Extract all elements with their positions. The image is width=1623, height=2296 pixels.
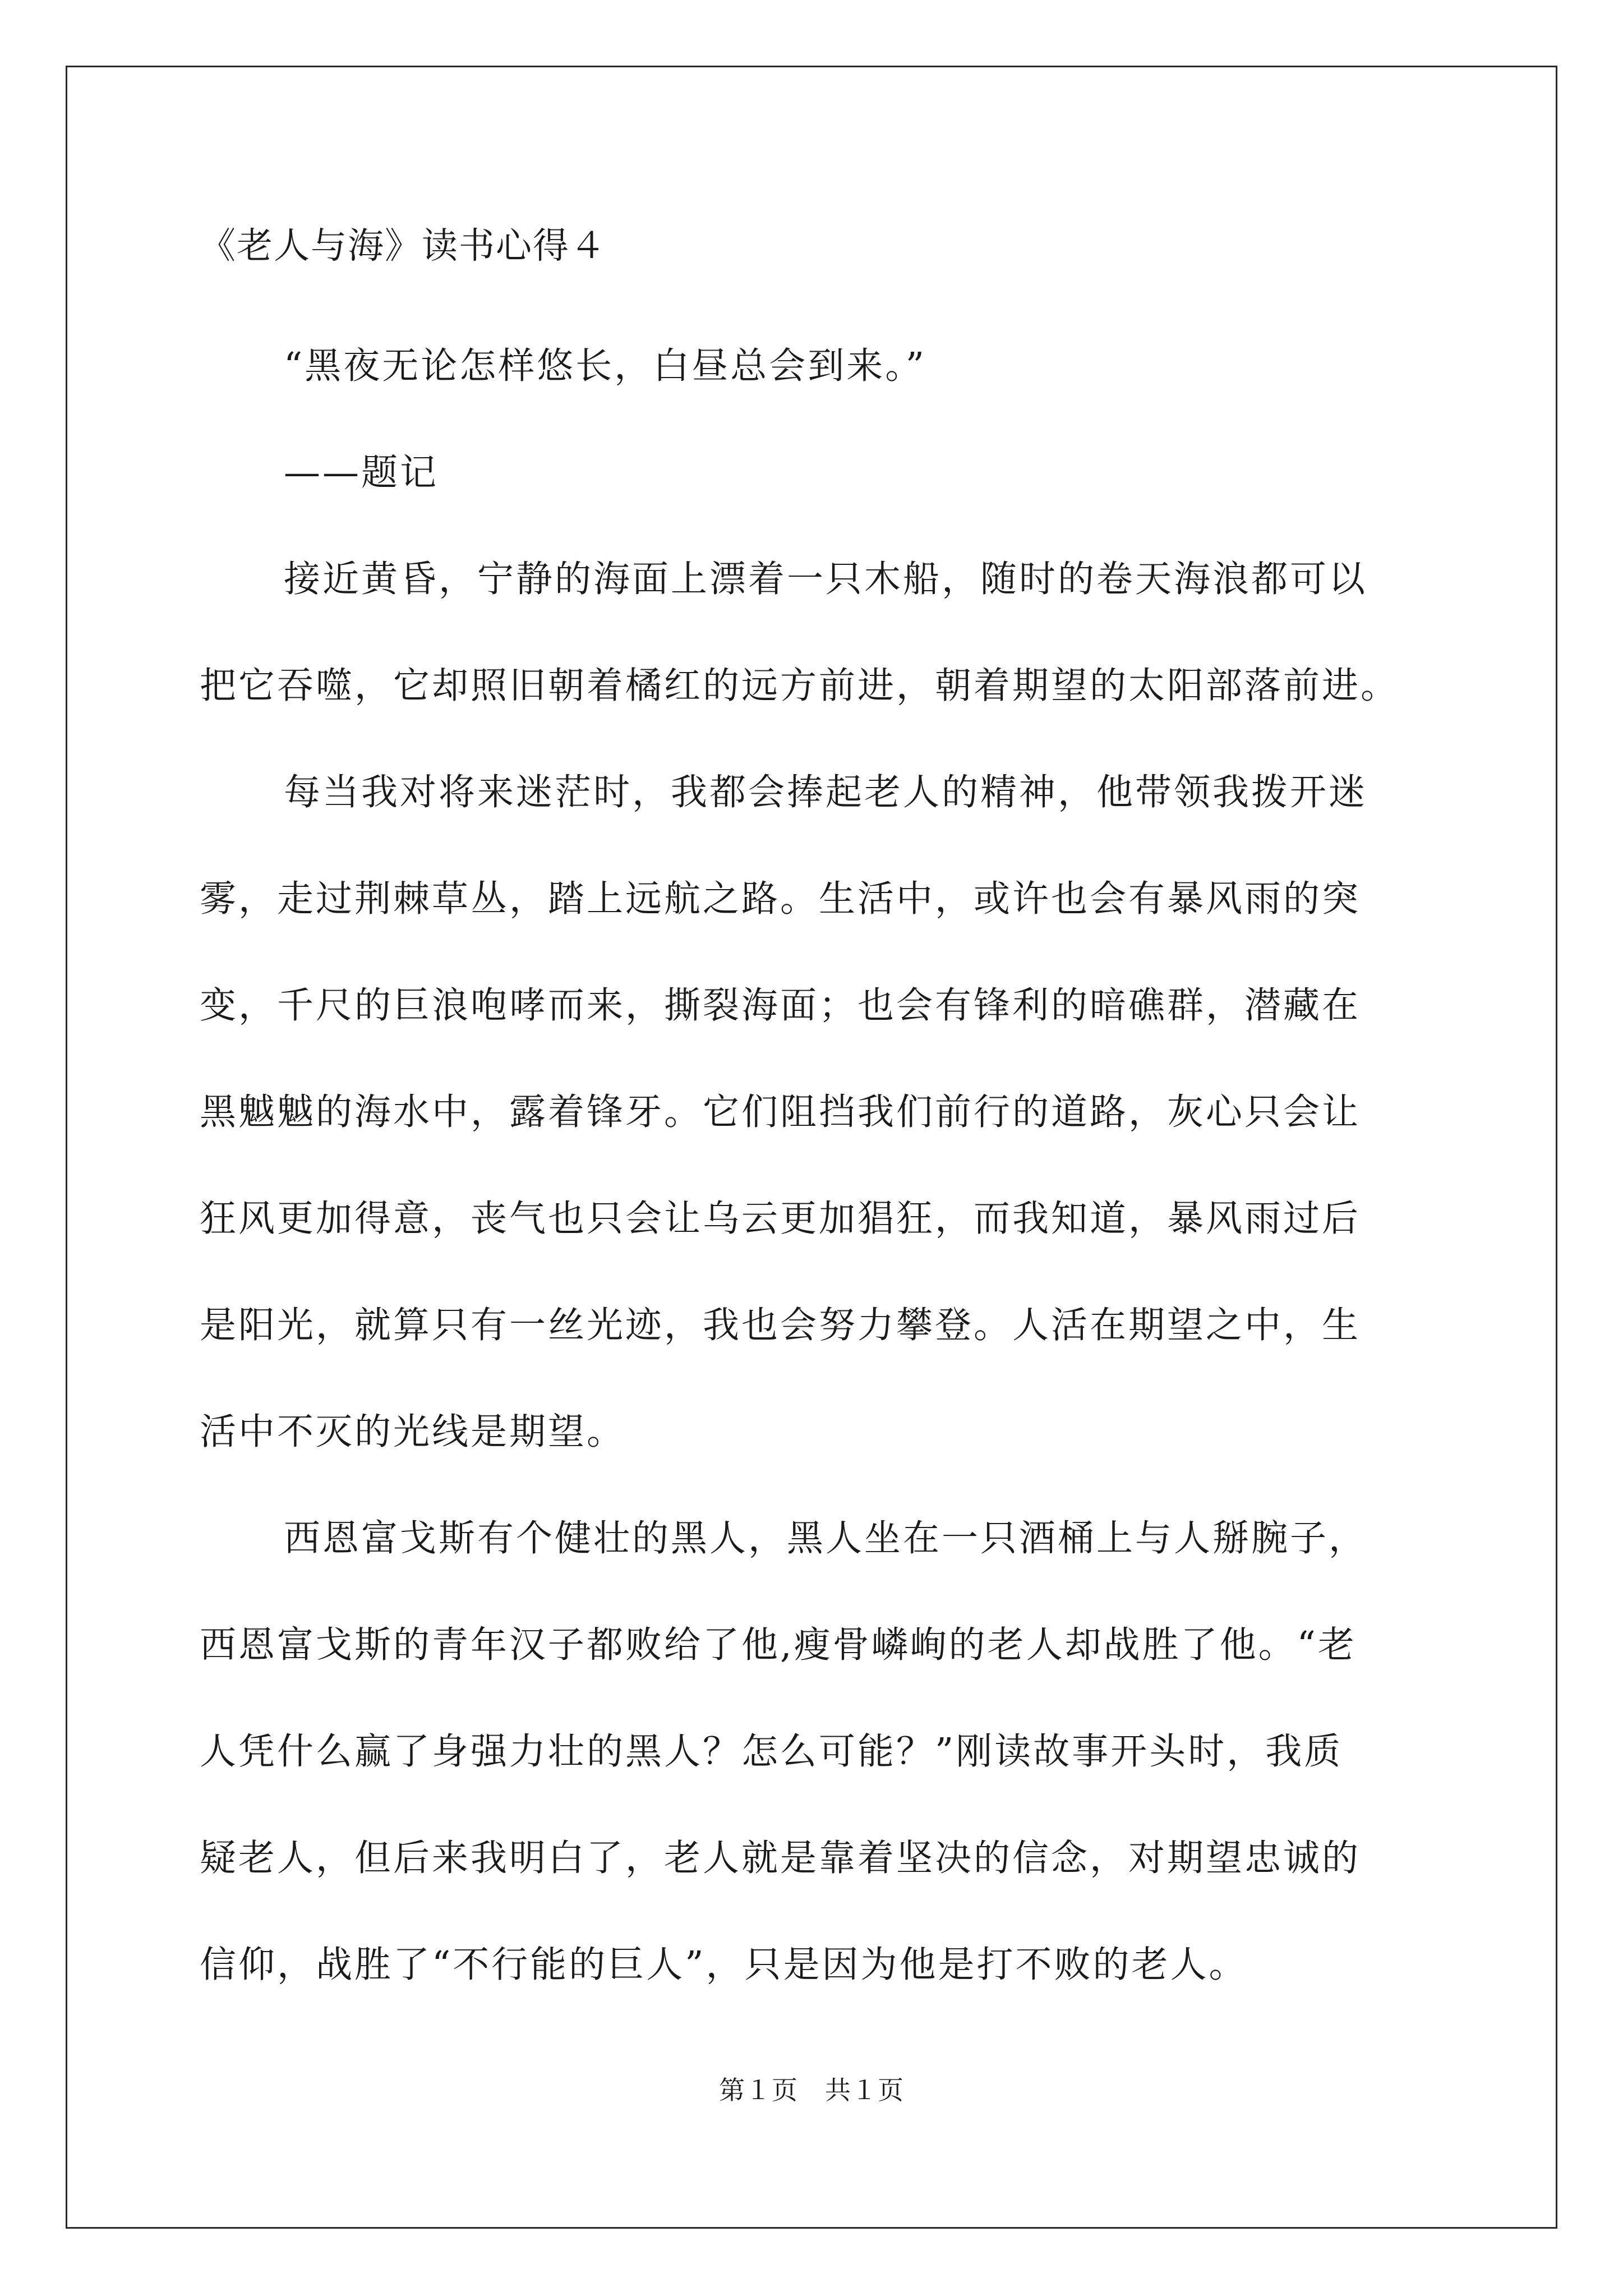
epigraph-source: ——题记: [284, 452, 439, 494]
paragraph-line: 狂风更加得意，丧气也只会让乌云更加猖狂，而我知道，暴风雨过后: [200, 1198, 1361, 1240]
paragraph-line: 黑魆魆的海水中，露着锋牙。它们阻挡我们前行的道路，灰心只会让: [200, 1091, 1361, 1133]
paragraph-3: [200, 1485, 1431, 2018]
paragraph-line: 每当我对将来迷茫时，我都会捧起老人的精神，他带领我拨开迷: [284, 771, 1368, 813]
page-number: 第１页: [719, 2075, 798, 2105]
page-footer: [0, 2070, 1623, 2107]
paragraph-line: 把它吞噬，它却照旧朝着橘红的远方前进，朝着期望的太阳部落前进。: [200, 665, 1400, 707]
paragraph-line: 是阳光，就算只有一丝光迹，我也会努力攀登。人活在期望之中，生: [200, 1304, 1361, 1346]
paragraph-line: 信仰，战胜了“不行能的巨人”，只是因为他是打不败的老人。: [200, 1944, 1248, 1986]
epigraph: “黑夜无论怎样悠长，白昼总会到来。”: [284, 345, 926, 387]
paragraph-2: [200, 739, 1431, 1485]
paragraph-line: 活中不灭的光线是期望。: [200, 1411, 626, 1453]
paragraph-line: 疑老人，但后来我明白了，老人就是靠着坚决的信念，对期望忠诚的: [200, 1837, 1361, 1879]
document-title: 《老人与海》读书心得４: [200, 226, 607, 267]
paragraph-line: 雾，走过荆棘草丛，踏上远航之路。生活中，或许也会有暴风雨的突: [200, 878, 1361, 920]
paragraph-line: 人凭什么赢了身强力壮的黑人？怎么可能？”刚读故事开头时，我质: [200, 1731, 1343, 1773]
paragraph-1: [200, 526, 1431, 739]
paragraph-line: 西恩富戈斯的青年汉子都败给了他,瘦骨嶙峋的老人却战胜了他。“老: [200, 1624, 1357, 1666]
page-total: 共１页: [825, 2075, 904, 2105]
paragraph-line: 接近黄昏，宁静的海面上漂着一只木船，随时的卷天海浪都可以: [284, 558, 1368, 600]
document-body: [200, 213, 1431, 2018]
paragraph-line: 西恩富戈斯有个健壮的黑人，黑人坐在一只酒桶上与人掰腕子，: [284, 1517, 1368, 1559]
paragraph-line: 变，千尺的巨浪咆哮而来，撕裂海面；也会有锋利的暗礁群，潜藏在: [200, 984, 1361, 1027]
